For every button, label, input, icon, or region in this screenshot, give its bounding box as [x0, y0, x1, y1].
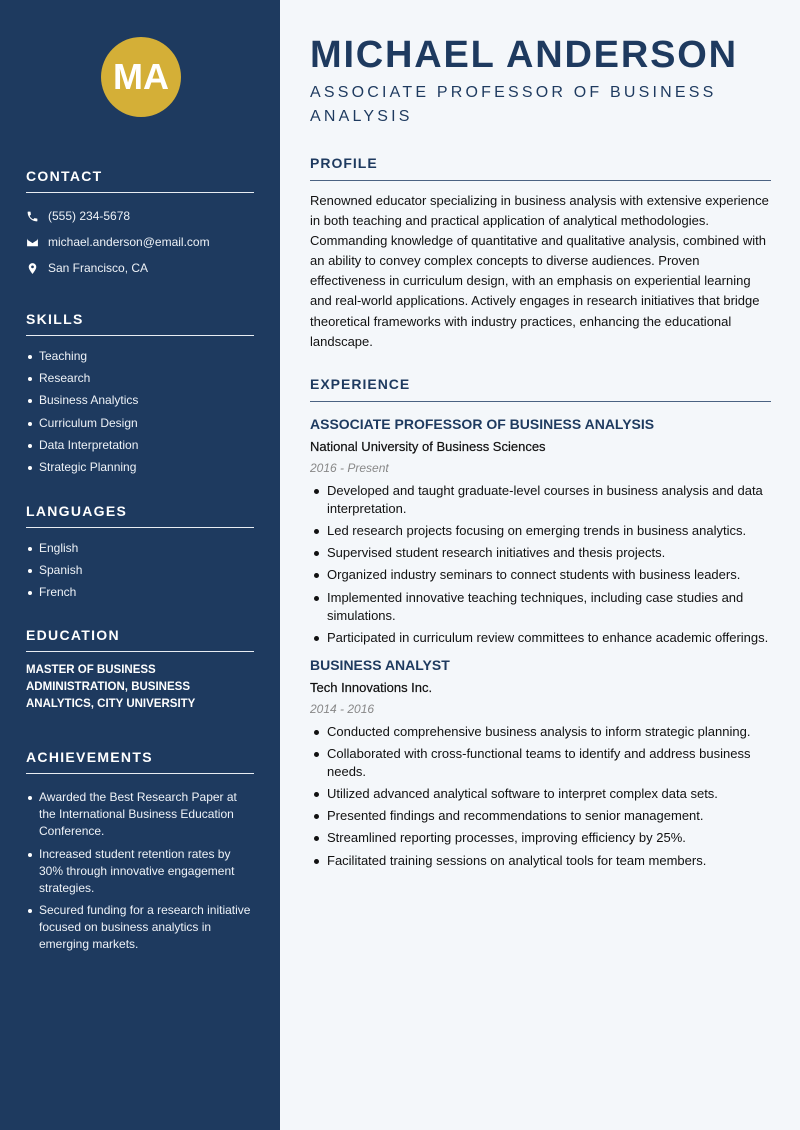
job-title: BUSINESS ANALYST — [310, 656, 450, 673]
location-pin-icon — [26, 262, 39, 275]
sidebar — [0, 0, 280, 1130]
achievement-item: Increased student retention rates by 30% through innovative engagement strategies. — [26, 846, 254, 897]
job-dates: 2014 - 2016 — [310, 701, 375, 716]
job-bullet: Led research projects focusing on emerging trends in business analytics. — [310, 522, 771, 540]
languages-section — [26, 503, 254, 601]
profile-text: Renowned educator specializing in business analysis with extensive experience in both teaching and practical application of analytical methodologies. Commanding knowledge of quantitative and qualitative analysis, combined with an ability to convey complex concepts to diverse audiences. Proven effectiveness in curriculum design, with an emphasis on experiential learning and real-world applications. Actively engages in research initiatives that bridge theoretical frameworks with industry practices, enhancing the educational landscape. — [310, 193, 769, 349]
job-entry — [310, 656, 771, 870]
job-bullet: Participated in curriculum review committees to enhance academic offerings. — [310, 629, 771, 647]
job-bullet: Presented findings and recommendations to senior management. — [310, 807, 771, 825]
profile-section — [310, 155, 771, 352]
avatar: MA — [101, 37, 181, 117]
job-bullet: Organized industry seminars to connect students with business leaders. — [310, 566, 771, 584]
job-bullet: Utilized advanced analytical software to interpret complex data sets. — [310, 785, 771, 803]
email-icon — [26, 236, 39, 249]
education-entry: MASTER OF BUSINESS ADMINISTRATION, BUSINESS ANALYTICS, CITY UNIVERSITY — [26, 664, 196, 711]
job-bullet: Facilitated training sessions on analytical tools for team members. — [310, 852, 771, 870]
contact-section — [26, 168, 254, 281]
phone-text: (555) 234-5678 — [48, 209, 131, 223]
contact-heading: CONTACT — [26, 168, 254, 193]
job-company: National University of Business Sciences — [310, 438, 546, 454]
education-heading: EDUCATION — [26, 627, 254, 652]
skill-item: Teaching — [26, 348, 254, 365]
languages-heading: LANGUAGES — [26, 503, 254, 528]
candidate-title: ASSOCIATE PROFESSOR OF BUSINESS ANALYSIS — [310, 84, 717, 125]
profile-heading: PROFILE — [310, 155, 771, 181]
skills-heading: SKILLS — [26, 311, 254, 336]
phone-icon — [26, 210, 39, 223]
achievement-item: Awarded the Best Research Paper at the International Business Education Conference. — [26, 789, 254, 840]
job-dates: 2016 - Present — [310, 460, 389, 475]
job-bullet: Supervised student research initiatives and thesis projects. — [310, 544, 771, 562]
location-text: San Francisco, CA — [48, 261, 149, 275]
skill-item: Strategic Planning — [26, 459, 254, 476]
education-section — [26, 627, 254, 713]
job-title: ASSOCIATE PROFESSOR OF BUSINESS ANALYSIS — [310, 415, 655, 432]
job-company: Tech Innovations Inc. — [310, 679, 433, 695]
job-bullet: Streamlined reporting processes, improving efficiency by 25%. — [310, 829, 771, 847]
contact-email — [26, 229, 254, 255]
achievements-heading: ACHIEVEMENTS — [26, 749, 254, 774]
contact-location — [26, 255, 254, 281]
experience-heading: EXPERIENCE — [310, 376, 771, 402]
main-content — [310, 0, 771, 874]
achievement-item: Secured funding for a research initiative focused on business analytics in emerging markets. — [26, 902, 254, 953]
achievements-section — [26, 749, 254, 952]
contact-phone — [26, 203, 254, 229]
language-item: Spanish — [26, 562, 254, 579]
skill-item: Business Analytics — [26, 392, 254, 409]
candidate-name: MICHAEL ANDERSON — [310, 34, 738, 76]
skill-item: Research — [26, 370, 254, 387]
language-item: French — [26, 584, 254, 601]
job-bullet: Developed and taught graduate-level courses in business analysis and data interpretation. — [310, 482, 771, 518]
email-text: michael.anderson@email.com — [48, 235, 210, 249]
job-bullet: Conducted comprehensive business analysis to inform strategic planning. — [310, 723, 771, 741]
language-item: English — [26, 540, 254, 557]
skill-item: Curriculum Design — [26, 415, 254, 432]
skills-section — [26, 311, 254, 476]
job-bullet: Collaborated with cross-functional teams to identify and address business needs. — [310, 745, 771, 781]
job-entry — [310, 415, 771, 647]
job-bullet: Implemented innovative teaching techniques, including case studies and simulations. — [310, 589, 771, 625]
experience-section — [310, 376, 771, 870]
skill-item: Data Interpretation — [26, 437, 254, 454]
